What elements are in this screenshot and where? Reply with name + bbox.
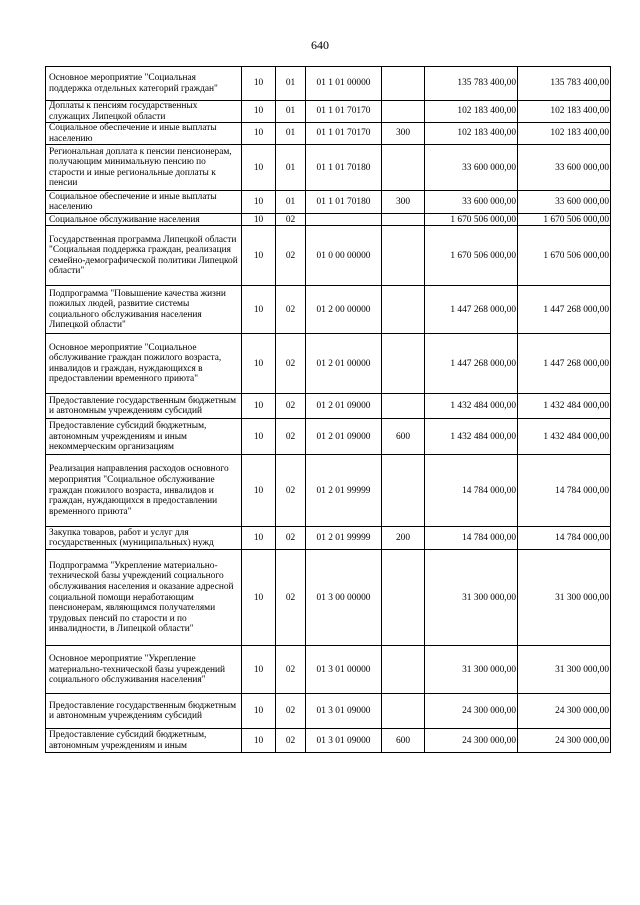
row-amount-1: 1 432 484 000,00 bbox=[425, 419, 518, 455]
row-subsection: 02 bbox=[276, 419, 306, 455]
table-row bbox=[46, 694, 611, 729]
row-target-article: 01 1 01 70180 bbox=[306, 191, 382, 214]
table-row bbox=[46, 123, 611, 145]
row-expense-type bbox=[382, 334, 425, 394]
row-amount-2: 33 600 000,00 bbox=[518, 191, 611, 214]
table-row bbox=[46, 101, 611, 123]
row-amount-2: 135 783 400,00 bbox=[518, 67, 611, 101]
row-subsection: 02 bbox=[276, 226, 306, 286]
row-expense-type bbox=[382, 67, 425, 101]
row-amount-1: 14 784 000,00 bbox=[425, 527, 518, 550]
row-amount-1: 33 600 000,00 bbox=[425, 145, 518, 191]
row-section: 10 bbox=[242, 729, 276, 753]
row-target-article: 01 3 01 09000 bbox=[306, 729, 382, 753]
row-name: Предоставление субсидий бюджетным, автономным учреждениям и иным некоммерческим организациям bbox=[46, 419, 242, 455]
table-row bbox=[46, 550, 611, 646]
row-amount-1: 31 300 000,00 bbox=[425, 550, 518, 646]
row-name: Подпрограмма "Повышение качества жизни пожилых людей, развитие системы социального обслуживания населения Липецкой области" bbox=[46, 286, 242, 334]
row-name: Социальное обслуживание населения bbox=[46, 214, 242, 226]
table-row bbox=[46, 455, 611, 527]
row-target-article bbox=[306, 214, 382, 226]
table-row bbox=[46, 67, 611, 101]
row-name: Доплаты к пенсиям государственных служащих Липецкой области bbox=[46, 101, 242, 123]
row-target-article: 01 1 01 70170 bbox=[306, 101, 382, 123]
table-row bbox=[46, 646, 611, 694]
row-subsection: 01 bbox=[276, 67, 306, 101]
row-amount-1: 1 447 268 000,00 bbox=[425, 334, 518, 394]
row-subsection: 02 bbox=[276, 729, 306, 753]
row-expense-type: 600 bbox=[382, 419, 425, 455]
row-expense-type: 300 bbox=[382, 123, 425, 145]
row-subsection: 02 bbox=[276, 394, 306, 419]
row-amount-1: 102 183 400,00 bbox=[425, 123, 518, 145]
row-name: Социальное обеспечение и иные выплаты населению bbox=[46, 191, 242, 214]
row-subsection: 02 bbox=[276, 334, 306, 394]
table-row bbox=[46, 286, 611, 334]
row-amount-2: 1 670 506 000,00 bbox=[518, 226, 611, 286]
table-row bbox=[46, 226, 611, 286]
row-expense-type: 600 bbox=[382, 729, 425, 753]
row-target-article: 01 2 00 00000 bbox=[306, 286, 382, 334]
row-target-article: 01 1 01 00000 bbox=[306, 67, 382, 101]
row-expense-type bbox=[382, 145, 425, 191]
row-amount-2: 24 300 000,00 bbox=[518, 729, 611, 753]
table-row bbox=[46, 214, 611, 226]
row-section: 10 bbox=[242, 214, 276, 226]
row-subsection: 01 bbox=[276, 101, 306, 123]
row-name: Основное мероприятие "Укрепление материально-технической базы учреждений социального обслуживания населения" bbox=[46, 646, 242, 694]
row-expense-type bbox=[382, 694, 425, 729]
row-section: 10 bbox=[242, 334, 276, 394]
row-name: Региональная доплата к пенсии пенсионерам, получающим минимальную пенсию по старости и иные региональные доплаты к пенсии bbox=[46, 145, 242, 191]
table-row bbox=[46, 394, 611, 419]
table-row bbox=[46, 145, 611, 191]
row-expense-type bbox=[382, 646, 425, 694]
row-expense-type bbox=[382, 286, 425, 334]
row-name: Закупка товаров, работ и услуг для государственных (муниципальных) нужд bbox=[46, 527, 242, 550]
row-amount-1: 1 447 268 000,00 bbox=[425, 286, 518, 334]
row-expense-type bbox=[382, 394, 425, 419]
row-amount-1: 1 670 506 000,00 bbox=[425, 226, 518, 286]
row-expense-type bbox=[382, 101, 425, 123]
row-section: 10 bbox=[242, 394, 276, 419]
row-target-article: 01 0 00 00000 bbox=[306, 226, 382, 286]
row-amount-2: 24 300 000,00 bbox=[518, 694, 611, 729]
row-section: 10 bbox=[242, 226, 276, 286]
row-amount-1: 24 300 000,00 bbox=[425, 694, 518, 729]
table-row bbox=[46, 729, 611, 753]
row-name: Реализация направления расходов основного мероприятия "Социальное обслуживание граждан пожилого возраста, инвалидов и граждан, нуждающихся в предоставлении временного приюта" bbox=[46, 455, 242, 527]
row-amount-2: 1 432 484 000,00 bbox=[518, 394, 611, 419]
row-subsection: 01 bbox=[276, 191, 306, 214]
page-number: 640 bbox=[311, 38, 329, 52]
row-amount-2: 1 447 268 000,00 bbox=[518, 334, 611, 394]
row-amount-1: 135 783 400,00 bbox=[425, 67, 518, 101]
row-name: Основное мероприятие "Социальное обслуживание граждан пожилого возраста, инвалидов и граждан, нуждающихся в предоставлении временного приюта" bbox=[46, 334, 242, 394]
row-amount-2: 102 183 400,00 bbox=[518, 101, 611, 123]
row-name: Предоставление субсидий бюджетным, автономным учреждениям и иным bbox=[46, 729, 242, 753]
row-expense-type bbox=[382, 455, 425, 527]
row-subsection: 02 bbox=[276, 455, 306, 527]
row-name: Предоставление государственным бюджетным и автономным учреждениям субсидий bbox=[46, 694, 242, 729]
row-amount-2: 1 670 506 000,00 bbox=[518, 214, 611, 226]
row-name: Социальное обеспечение и иные выплаты населению bbox=[46, 123, 242, 145]
row-section: 10 bbox=[242, 455, 276, 527]
table-row bbox=[46, 527, 611, 550]
row-amount-2: 33 600 000,00 bbox=[518, 145, 611, 191]
row-subsection: 01 bbox=[276, 145, 306, 191]
row-amount-2: 14 784 000,00 bbox=[518, 455, 611, 527]
row-name: Подпрограмма "Укрепление материально-технической базы учреждений социального обслуживания населения и оказание адресной социальной помощи неработающим пенсионерам, являющимся получателями трудовых пенсий по старости и по инвалидности, в Липецкой области" bbox=[46, 550, 242, 646]
row-section: 10 bbox=[242, 286, 276, 334]
row-subsection: 02 bbox=[276, 286, 306, 334]
row-target-article: 01 1 01 70180 bbox=[306, 145, 382, 191]
row-subsection: 02 bbox=[276, 527, 306, 550]
row-amount-2: 14 784 000,00 bbox=[518, 527, 611, 550]
row-expense-type bbox=[382, 214, 425, 226]
row-target-article: 01 2 01 99999 bbox=[306, 527, 382, 550]
row-amount-1: 102 183 400,00 bbox=[425, 101, 518, 123]
table-row bbox=[46, 419, 611, 455]
row-subsection: 02 bbox=[276, 694, 306, 729]
row-amount-2: 1 447 268 000,00 bbox=[518, 286, 611, 334]
row-expense-type: 200 bbox=[382, 527, 425, 550]
row-amount-1: 1 670 506 000,00 bbox=[425, 214, 518, 226]
row-section: 10 bbox=[242, 191, 276, 214]
row-amount-2: 102 183 400,00 bbox=[518, 123, 611, 145]
row-amount-2: 1 432 484 000,00 bbox=[518, 419, 611, 455]
row-target-article: 01 3 01 00000 bbox=[306, 646, 382, 694]
row-name: Предоставление государственным бюджетным и автономным учреждениям субсидий bbox=[46, 394, 242, 419]
row-amount-1: 24 300 000,00 bbox=[425, 729, 518, 753]
row-section: 10 bbox=[242, 101, 276, 123]
row-section: 10 bbox=[242, 550, 276, 646]
row-amount-1: 1 432 484 000,00 bbox=[425, 394, 518, 419]
row-expense-type bbox=[382, 226, 425, 286]
budget-table bbox=[45, 66, 611, 753]
row-section: 10 bbox=[242, 646, 276, 694]
row-target-article: 01 2 01 09000 bbox=[306, 394, 382, 419]
row-expense-type bbox=[382, 550, 425, 646]
row-section: 10 bbox=[242, 123, 276, 145]
row-amount-2: 31 300 000,00 bbox=[518, 550, 611, 646]
row-target-article: 01 2 01 00000 bbox=[306, 334, 382, 394]
row-expense-type: 300 bbox=[382, 191, 425, 214]
row-amount-1: 14 784 000,00 bbox=[425, 455, 518, 527]
row-target-article: 01 2 01 99999 bbox=[306, 455, 382, 527]
row-amount-1: 31 300 000,00 bbox=[425, 646, 518, 694]
row-amount-1: 33 600 000,00 bbox=[425, 191, 518, 214]
row-amount-2: 31 300 000,00 bbox=[518, 646, 611, 694]
row-target-article: 01 3 00 00000 bbox=[306, 550, 382, 646]
row-subsection: 02 bbox=[276, 214, 306, 226]
row-name: Государственная программа Липецкой области "Социальная поддержка граждан, реализация семейно-демографической политики Липецкой области" bbox=[46, 226, 242, 286]
row-subsection: 02 bbox=[276, 550, 306, 646]
row-name: Основное мероприятие "Социальная поддержка отдельных категорий граждан" bbox=[46, 67, 242, 101]
row-target-article: 01 1 01 70170 bbox=[306, 123, 382, 145]
row-section: 10 bbox=[242, 145, 276, 191]
row-subsection: 02 bbox=[276, 646, 306, 694]
row-section: 10 bbox=[242, 527, 276, 550]
table-row bbox=[46, 191, 611, 214]
budget-table-body bbox=[46, 67, 611, 753]
row-target-article: 01 3 01 09000 bbox=[306, 694, 382, 729]
row-subsection: 01 bbox=[276, 123, 306, 145]
row-section: 10 bbox=[242, 419, 276, 455]
row-section: 10 bbox=[242, 67, 276, 101]
row-section: 10 bbox=[242, 694, 276, 729]
row-target-article: 01 2 01 09000 bbox=[306, 419, 382, 455]
table-row bbox=[46, 334, 611, 394]
